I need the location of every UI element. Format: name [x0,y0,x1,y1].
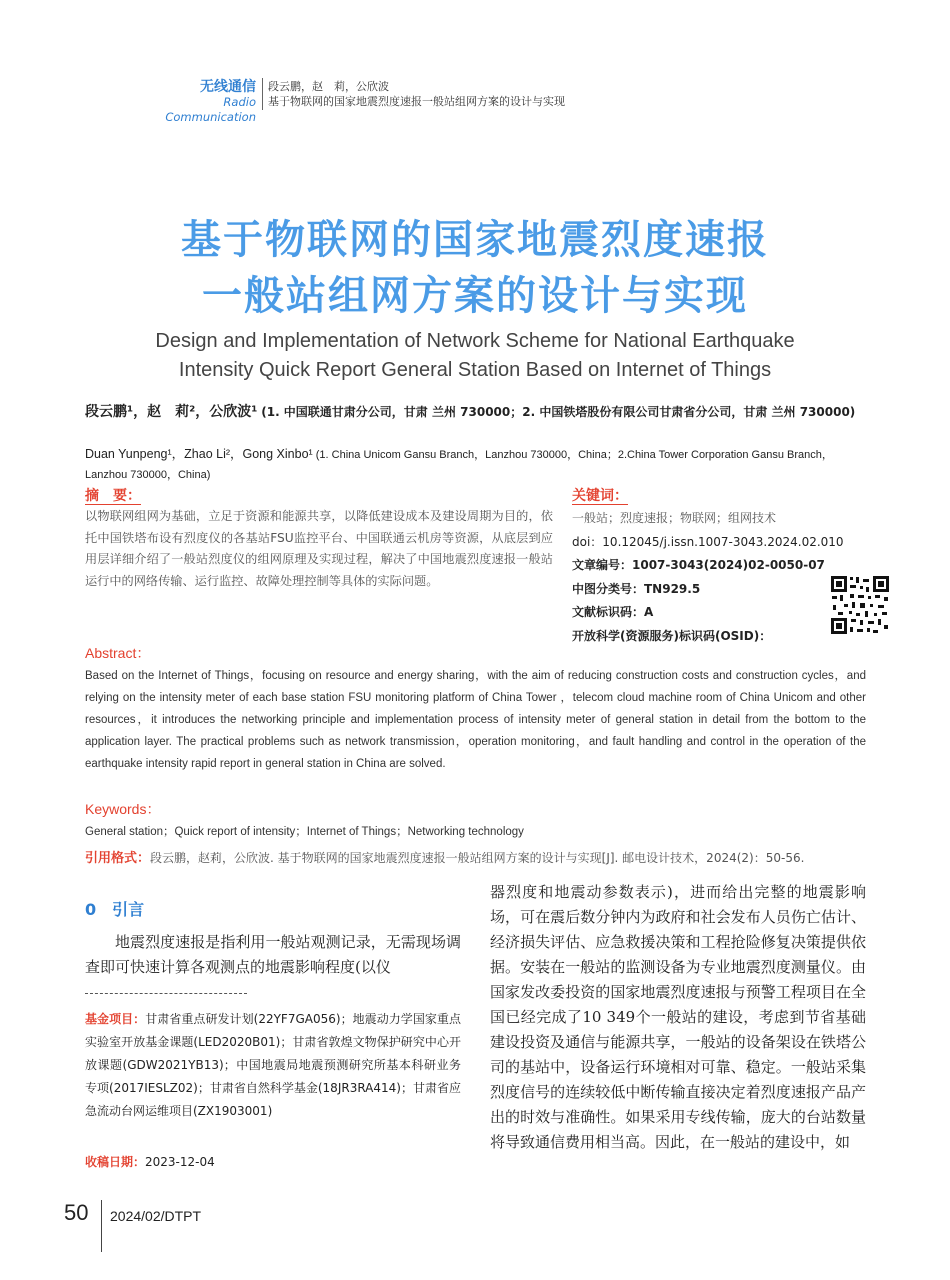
header-article-title: 基于物联网的国家地震烈度速报一般站组网方案的设计与实现 [268,95,565,108]
footer-divider [101,1200,102,1252]
section-heading-introduction: 0 引言 [85,900,145,919]
received-date: 2023-12-04 [145,1155,215,1169]
journal-name-en: Radio Communication [165,95,256,124]
abstract-en-label-wrap [85,643,150,663]
authors-en-names: Duan Yunpeng¹，Zhao Li²，Gong Xinbo¹ [85,447,313,461]
authors-cn-affiliation: (1. 中国联通甘肃分公司，甘肃 兰州 730000；2. 中国铁塔股份有限公司甘肃省分公司，甘肃 兰州 730000) [261,405,856,419]
introduction-right-paragraph: 器烈度和地震动参数表示)，进而给出完整的地震影响场，可在震后数分钟内为政府和社会发布人员伤亡估计、经济损失评估、应急救援决策和工程抢险修复决策提供依据。安装在一般站的监测设备为专业地震烈度测量仪。由国家发改委投资的国家地震烈度速报与预警工程项目在全国已经完成了10 349个一般站的建设，考虑到节省基础建设投资及通信与能源共享，一般站的设备架设在铁塔公司的基站中，设备运行环境相对可靠、稳定。一般站采集烈度信号的连续较低中断传输直接决定着烈度速报产品产出的时效与准确性。如果采用专线传输，庞大的台站数量将导致通信费用相当高。因此，在一般站的建设中，如 [490,883,866,1151]
keywords-en-label: Keywords： [85,801,161,817]
abstract-cn-text: 以物联网组网为基础，立足于资源和能源共享，以降低建设成本及建设周期为目的，依托中国铁塔布设有烈度仪的各基站FSU监控平台、中国联通云机房等资源，从底层到应用层详细介绍了一般站烈度仪的组网原理及实现过程，解决了中国地震烈度速报一般站运行中的网络传输、运行监控、故障处理控制等具体的实际问题。 [85,509,553,588]
title-cn-line1: 基于物联网的国家地震烈度速报 [181,217,769,263]
osid-qr-code-icon[interactable] [830,575,890,635]
fund-text: 甘肃省重点研发计划(22YF7GA056)；地震动力学国家重点实验室开放基金课题(LED2020B01)；甘肃省敦煌文物保护研究中心开放课题(GDW2021YB13)；中国地震局地震预测研究所基本科研业务专项(2017IESLZ02)；甘肃省自然科学基金(18JR3RA414)；甘肃省应急流动台网运维项目(ZX1903001) [85,1012,461,1118]
authors-chinese [85,402,866,422]
doi[interactable]: doi：10.12045/j.issn.1007-3043.2024.02.010 [572,534,844,549]
osid-label: 开放科学(资源服务)标识码(OSID)： [572,628,772,643]
authors-en-affiliation: (1. China Unicom Gansu Branch，Lanzhou 730000，China；2.China Tower Corporation Gansu Branch，Lanzhou 730000，China) [85,449,833,481]
keywords-cn-label: 关键词： [572,488,628,504]
authors-cn-names: 段云鹏¹，赵 莉²，公欣波¹ [85,404,258,420]
document-code: 文献标识码：A [572,605,654,619]
keywords-en-text: General station；Quick report of intensity；Internet of Things；Networking technology [85,826,524,838]
keywords-cn-label-wrap [572,485,868,505]
introduction-left-paragraph: 地震烈度速报是指利用一般站观测记录，无需现场调查即可快速计算各观测点的地震影响程度(以仪 [85,933,461,976]
abstract-en-label: Abstract： [85,645,151,661]
abstract-cn-label-wrap [85,485,553,505]
abstract-en-text: Based on the Internet of Things，focusing on resource and energy sharing，with the aim of reducing construction costs and construction cycles，and relying on the intensity meter of each base station FSU monitoring platform of China Tower ，telecom cloud machine room of China Unicom and other resources，it introduces the networking principle and implementation process of intensity meter of general station in detail from the bottom to the application layer. The practical problems such as network transmission，operation monitoring，and fault handling and control in the operation of the earthquake intensity rapid report in general station in China are solved. [85,670,866,770]
received-label: 收稿日期： [85,1155,146,1169]
footnote-divider [85,993,247,994]
header-divider [262,78,263,110]
title-chinese [0,212,950,324]
footer-journal-issue: 2024/02/DTPT [110,1208,202,1224]
title-en-line2: Intensity Quick Report General Station Based on Internet of Things [178,359,772,381]
page-number: 50 [64,1200,89,1225]
abstract-cn-label: 摘 要： [85,488,141,504]
journal-name-cn: 无线通信 [200,79,256,95]
title-cn-line2: 一般站组网方案的设计与实现 [202,273,748,319]
citation-format [85,848,875,869]
article-number: 文章编号：1007-3043(2024)02-0050-07 [572,558,825,572]
header-article-meta [268,79,565,109]
title-en-line1: Design and Implementation of Network Scheme for National Earthquake [155,330,795,352]
keywords-cn-block [572,507,868,648]
authors-english [85,444,866,485]
received-date-footnote [85,1153,215,1170]
journal-name [130,79,256,125]
fund-footnote [85,1008,461,1123]
citation-text: 段云鹏，赵莉，公欣波. 基于物联网的国家地震烈度速报一般站组网方案的设计与实现[J]. 邮电设计技术，2024(2)：50-56. [150,851,805,865]
title-english [0,327,950,385]
keywords-cn-text: 一般站；烈度速报；物联网；组网技术 [572,511,777,525]
clc-number: 中图分类号：TN929.5 [572,581,701,596]
fund-label: 基金项目： [85,1012,146,1026]
citation-label: 引用格式： [85,851,151,866]
keywords-en-label-wrap [85,799,160,819]
header-authors: 段云鹏，赵 莉，公欣波 [268,80,389,93]
